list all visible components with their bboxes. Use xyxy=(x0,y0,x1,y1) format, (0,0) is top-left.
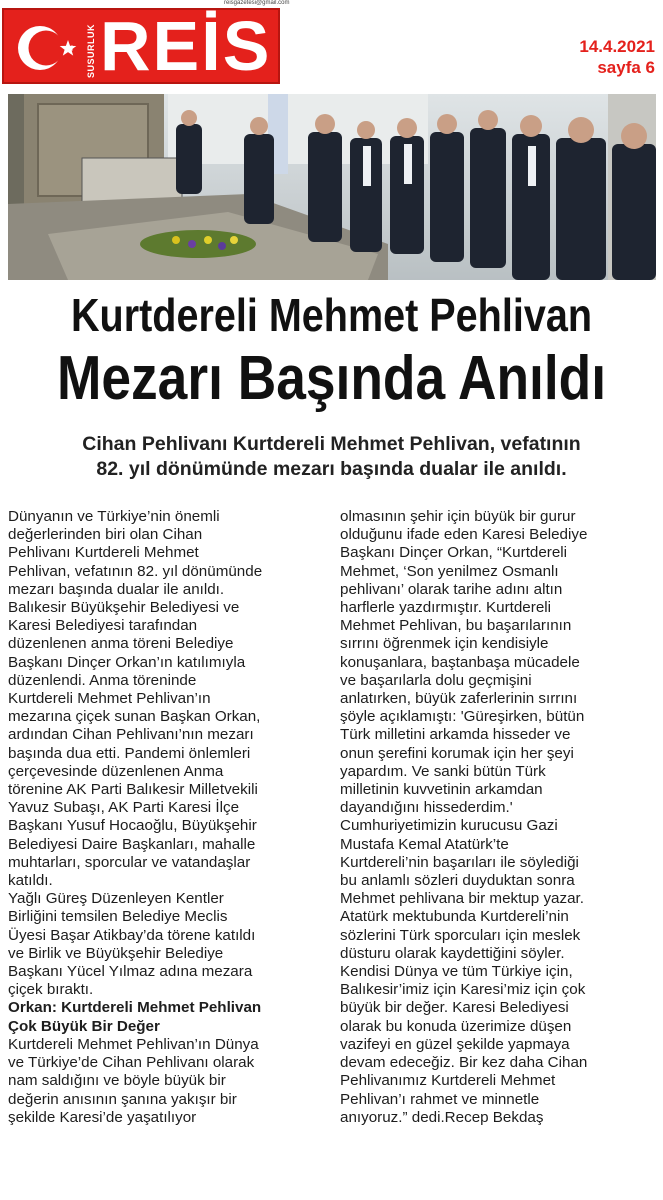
body-text-line: değerin anısının şanına yakışır bir xyxy=(8,1090,237,1108)
body-text-line: Balıkesir Büyükşehir Belediyesi ve xyxy=(8,599,240,617)
article-column-left xyxy=(8,508,326,1127)
body-text-line: Mustafa Kemal Atatürk’te xyxy=(340,835,509,853)
ceremony-photo xyxy=(8,94,656,280)
body-text-line: katıldı. xyxy=(8,872,53,890)
body-text-line: anlatırken, büyük zaferlerinin sırrını xyxy=(340,690,578,708)
body-text-line: Pehlivanı Kurtdereli Mehmet xyxy=(8,544,199,562)
article-headline xyxy=(0,286,663,414)
body-text-line: olduğunu ifade eden Karesi Belediye xyxy=(340,526,588,544)
body-text-line: büyük bir değer. Karesi Belediyesi xyxy=(340,999,569,1017)
body-text-line: çiçek bıraktı. xyxy=(8,981,94,999)
body-text-line: Kendisi Dünya ve tüm Türkiye için, xyxy=(340,963,573,981)
masthead-subtitle: SUSURLUK xyxy=(86,24,96,79)
body-text-line: Yavuz Subaşı, AK Parti Karesi İlçe xyxy=(8,799,240,817)
body-text-line: Cumhuriyetimizin kurucusu Gazi xyxy=(340,817,558,835)
body-text-line: bu anlamlı sözleri duyduktan sonra xyxy=(340,872,575,890)
body-text-line: Mehmet, ‘Son yenilmez Osmanlı xyxy=(340,562,559,580)
body-text-line: yapardım. Ve sanki bütün Türk xyxy=(340,762,546,780)
crescent-star-icon xyxy=(12,20,82,76)
body-text-line: konuşanlara, baştanbaşa mücadele xyxy=(340,653,580,671)
masthead-email: reisgazetesi@gmail.com xyxy=(224,0,290,6)
body-text-line: harflerle yazdırmıştır. Kurtdereli xyxy=(340,599,552,617)
article-subheading-line-2: Çok Büyük Bir Değer xyxy=(8,1017,160,1035)
body-text-line: Karesi Belediyesi tarafından xyxy=(8,617,198,635)
body-text-line: Pehlivanımız Kurtdereli Mehmet xyxy=(340,1072,556,1090)
body-text-line: değerlerinden biri olan Cihan xyxy=(8,526,203,544)
body-text-line: anıyoruz.” dedi.Recep Bekdaş xyxy=(340,1108,544,1126)
headline-line-2: Mezarı Başında Anıldı xyxy=(56,344,607,413)
body-text-line: Birliğini temsilen Belediye Meclis xyxy=(8,908,228,926)
body-text-line: muhtarları, sporcular ve vatandaşlar xyxy=(8,853,251,871)
body-text-line: düzenlenen anma töreni Belediye xyxy=(8,635,234,653)
body-text-line: Üyesi Başar Atikbay’da törene katıldı xyxy=(8,926,256,944)
issue-page: sayfa 6 xyxy=(597,58,655,77)
body-text-line: Mehmet pehlivana bir mektup yazar. xyxy=(340,890,584,908)
body-text-line: olarak bu konuda üzerimize düşen xyxy=(340,1017,572,1035)
body-text-line: Başkanı Yusuf Hocaoğlu, Büyükşehir xyxy=(8,817,257,835)
body-text-line: Pehlivan’ı rahmet ve minnetle xyxy=(340,1090,540,1108)
body-text-line: törenine AK Parti Balıkesir Milletvekili xyxy=(8,781,258,799)
headline-line-1: Kurtdereli Mehmet Pehlivan xyxy=(70,289,592,341)
body-text-line: şöyle açıklamıştı: 'Güreşirken, bütün xyxy=(340,708,585,726)
left-column-lines xyxy=(8,508,326,999)
body-text-line: onun şerefini korumak için her şeyi xyxy=(340,744,574,762)
body-text-line: düsturu olarak kaydettiğini söyler. xyxy=(340,944,565,962)
body-text-line: sözlerini Türk sporcuları için meslek xyxy=(340,926,581,944)
subhead-line-2: 82. yıl dönümünde mezarı başında dualar ile anıldı. xyxy=(96,458,567,480)
body-text-line: devam edeceğiz. Bir kez daha Cihan xyxy=(340,1054,588,1072)
body-text-line: pehlivanı’ olarak tarihe adını altın xyxy=(340,580,563,598)
body-text-line: başında dua etti. Pandemi önlemleri xyxy=(8,744,251,762)
body-text-line: Kurtdereli’nin başarıları ile söylediği xyxy=(340,853,579,871)
body-text-line: Kurtdereli Mehmet Pehlivan’ın Dünya xyxy=(8,1035,259,1053)
left-column-after-lines xyxy=(8,1036,326,1127)
body-text-line: mezarı başında dualar ile anıldı. xyxy=(8,580,225,598)
article-column-right xyxy=(340,508,658,1127)
article-subheading-line-1: Orkan: Kurtdereli Mehmet Pehlivan xyxy=(8,999,262,1017)
body-text-line: dayandığını hissederdim.' xyxy=(340,799,513,817)
body-text-line: ve Birlik ve Büyükşehir Belediye xyxy=(8,944,224,962)
body-text-line: Başkanı Yücel Yılmaz adına mezara xyxy=(8,963,253,981)
body-text-line: Türk milletini arkamda hisseder ve xyxy=(340,726,571,744)
body-text-line: Belediyesi Daire Başkanları, mahalle xyxy=(8,835,256,853)
body-text-line: vazifeyi en güzel şekilde yapmaya xyxy=(340,1035,570,1053)
body-text-line: Atatürk mektubunda Kurtdereli’nin xyxy=(340,908,569,926)
body-text-line: ve başarılarla dolu geçmişini xyxy=(340,671,532,689)
body-text-line: olmasının şehir için büyük bir gurur xyxy=(340,508,576,525)
ceremony-photo-illustration xyxy=(8,94,656,280)
body-text-line: mezarına çiçek sunan Başkan Orkan, xyxy=(8,708,261,726)
body-text-line: Balıkesir’imiz için Karesi’miz için çok xyxy=(340,981,586,999)
issue-date: 14.4.2021 xyxy=(579,37,655,56)
masthead-logo-box xyxy=(2,8,280,84)
body-text-line: Başkanı Dinçer Orkan, “Kurtdereli xyxy=(340,544,568,562)
body-text-line: ardından Cihan Pehlivanı’nın mezarı xyxy=(8,726,254,744)
body-text-line: Mehmet Pehlivan, bu başarılarının xyxy=(340,617,572,635)
body-text-line: şekilde Karesi’de yaşatılıyor xyxy=(8,1108,197,1126)
right-column-lines xyxy=(340,508,658,1127)
body-text-line: sırrını öğrenmek için kendisiyle xyxy=(340,635,549,653)
article-subhead xyxy=(20,432,643,482)
body-text-line: milletinin kuvvetinin arkamdan xyxy=(340,781,543,799)
body-text-line: ve Türkiye’de Cihan Pehlivanı olarak xyxy=(8,1054,255,1072)
masthead-title: REİS xyxy=(100,7,272,85)
subhead-line-1: Cihan Pehlivanı Kurtdereli Mehmet Pehlivan, vefatının xyxy=(82,433,581,455)
issue-info xyxy=(579,36,655,78)
body-text-line: düzenlendi. Anma töreninde xyxy=(8,671,197,689)
body-text-line: çerçevesinde düzenlenen Anma xyxy=(8,762,224,780)
masthead xyxy=(0,0,290,88)
body-text-line: Başkanı Dinçer Orkan’ın katılımıyla xyxy=(8,653,246,671)
body-text-line: Pehlivan, vefatının 82. yıl dönümünde xyxy=(8,562,263,580)
body-text-line: Kurtdereli Mehmet Pehlivan’ın xyxy=(8,690,211,708)
body-text-line: nam saldığını ve böyle büyük bir xyxy=(8,1072,226,1090)
body-text-line: Yağlı Güreş Düzenleyen Kentler xyxy=(8,890,224,908)
body-text-line: Dünyanın ve Türkiye’nin önemli xyxy=(8,508,220,525)
